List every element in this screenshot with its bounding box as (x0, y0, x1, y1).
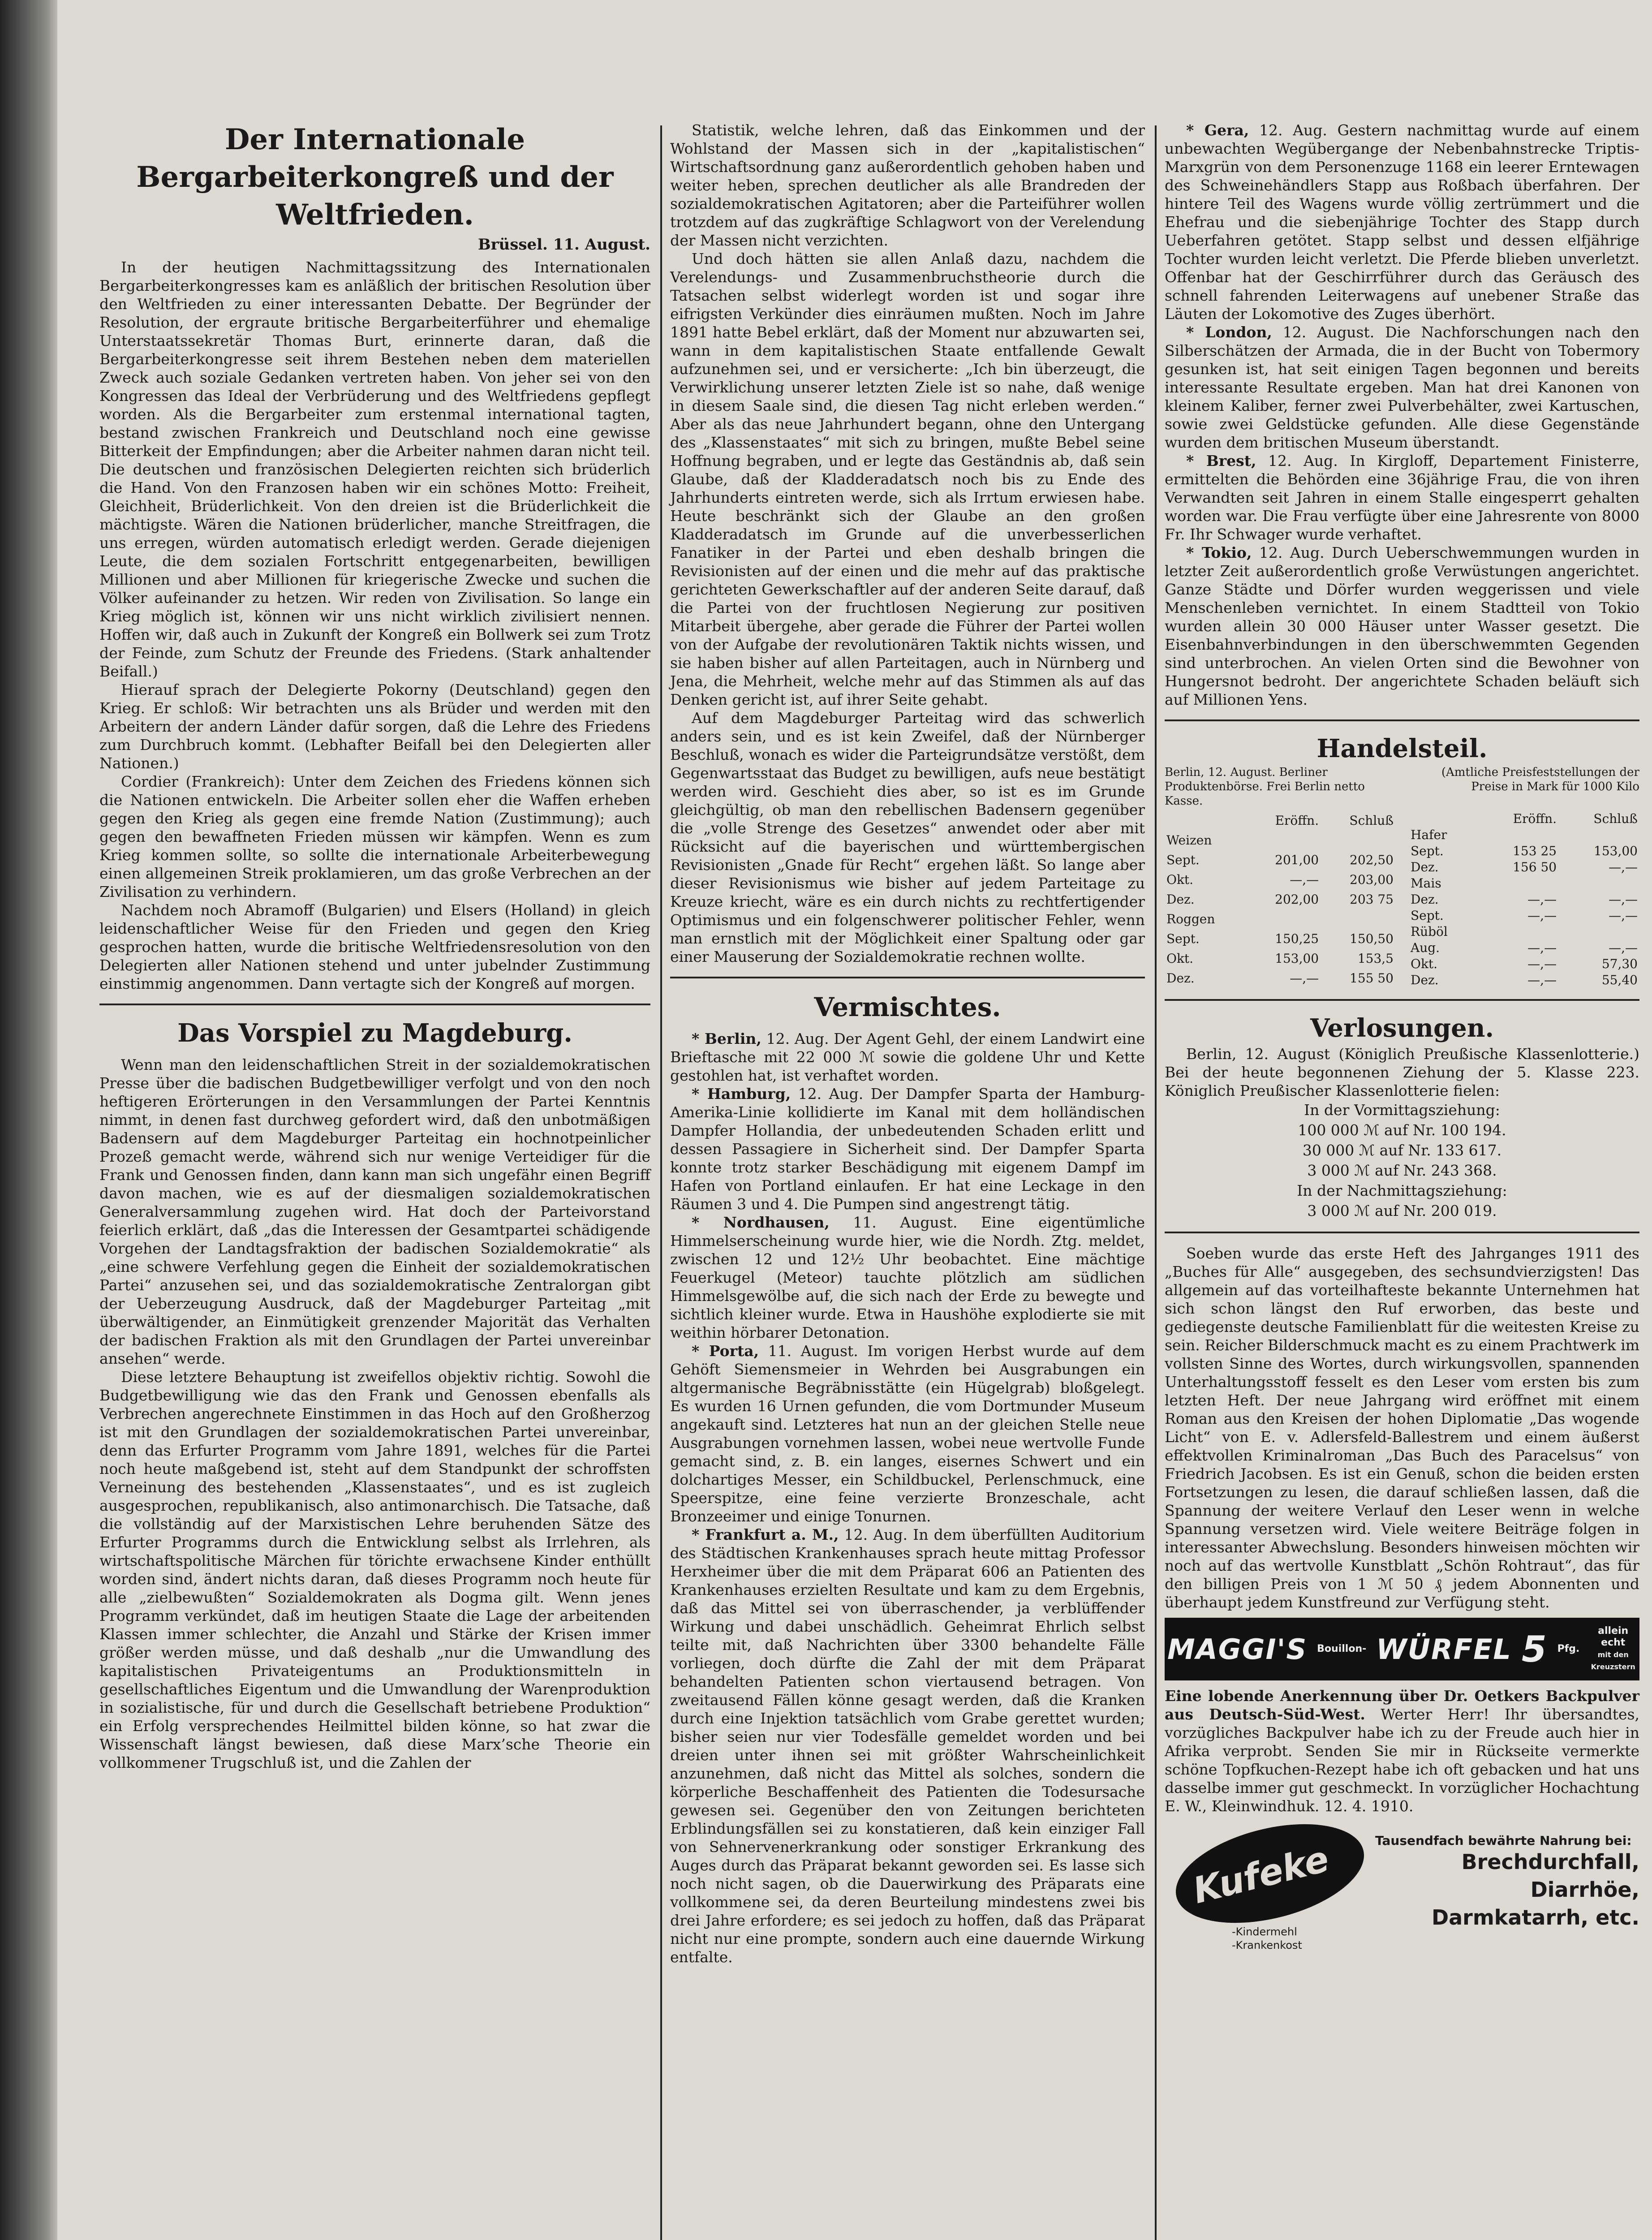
market-row (1409, 972, 1639, 988)
section-divider (1165, 1232, 1639, 1233)
market-cell-open: 153,00 (1275, 951, 1319, 966)
kufeke-line-2: Diarrhöe, (1530, 1878, 1639, 1902)
news-item-text: 12. Aug. Der Dampfer Sparta der Hamburg-Amerika-Linie kollidierte im Kanal mit dem holländischen Dampfer Hollandia, der unbedeutenden Schaden erlitt und dessen Passagiere in Sicherheit sind. Der Dampfer Sparta konnte trotz starker Beschädigung mit eigenem Dampf im Hafen von Portland einlaufen. Er hat eine Leckage in den Räumen 3 und 4. Die Pumpen sind angestrengt tätig. (670, 1085, 1145, 1213)
market-intro-right: (Amtliche Preisfeststellungen der Preise in Mark für 1000 Kilo (1441, 766, 1639, 793)
market-cell-name: Roggen (1166, 912, 1215, 926)
market-cell-name: Sept. (1166, 853, 1200, 867)
market-cell-open (1478, 924, 1558, 940)
news-item (1165, 323, 1639, 452)
market-cell-close: 153,00 (1594, 844, 1638, 858)
news-item-place: * Porta, (692, 1342, 759, 1360)
news-item-place: * Frankfurt a. M., (692, 1526, 839, 1543)
article-magdeburg-continued (670, 121, 1145, 966)
market-cell-close (1558, 924, 1639, 940)
market-row (1165, 969, 1395, 988)
book-binding-edge (0, 0, 57, 2240)
lottery-intro: Berlin, 12. August (Königlich Preußische Klassenlotterie.) Bei der heute begonnenen Ziehung der 5. Klasse 223. Königlich Preußischer Klassenlotterie fielen: (1165, 1045, 1639, 1099)
oetker-testimonial (1165, 1687, 1639, 1815)
market-cell-name: Okt. (1166, 872, 1194, 887)
market-col-open: Eröffn. (1275, 813, 1319, 828)
kufeke-sub (1232, 1925, 1302, 1952)
market-cell-name: Sept. (1411, 908, 1444, 923)
paragraph: Diese letztere Behauptung ist zweifellos objektiv richtig. Sowohl die Budgetbewilligung wie das den Frank und Genossen ebenfalls als Verbrechen angerechnete Einstimmen in das Hoch auf den Großherzog ist mit den Grundlagen der sozialdemokratischen Partei unvereinbar, denn das Erfurter Programm vom Jahre 1891, welches für die Partei noch heute maßgebend ist, steht auf dem Standpunkt der schroffsten Verneinung des bestehenden „Klassenstaates“, und es ist zugleich ausgesprochen, republikanisch, also antimonarchisch. Die Tatsache, daß die vollständig auf der Marxistischen Lehre beruhenden Sätze des Erfurter Programms durch die Entwicklung selbst als Irrlehren, als wirtschaftspolitische Märchen für törichte erwachsene Kinder enthüllt worden sind, ändert nichts daran, daß dieses Programm noch heute für alle „zielbewußten“ Sozialdemokraten als Dogma gilt. Wenn jenes Programm verkündet, daß im heutigen Staate die Lage der arbeitenden Klassen immer schlechter, die Anzahl und Stärke der Krisen immer größer werden müsse, und daß deshalb „nur die Umwandlung des kapitalistischen Privateigentums an Produktionsmitteln in gesellschaftliches Eigentum und die Umwandlung der Warenproduktion in sozialistische, für und durch die Gesellschaft betriebene Produktion“ ein Erfolg versprechendes Heilmittel bilden könne, so hat zwar die Wissenschaft längst bewiesen, daß diese Marx’sche Theorie ein vollkommener Trugschluß ist, und die Zahlen der (99, 1368, 650, 1771)
market-cell-open: —,— (1527, 892, 1557, 907)
maggi-claim-2: echt (1601, 1637, 1626, 1648)
kufeke-line-1: Brechdurchfall, (1461, 1850, 1639, 1874)
lottery-prize: 3 000 ℳ auf Nr. 243 368. (1307, 1162, 1497, 1179)
market-cell-close: 150,50 (1350, 931, 1394, 946)
news-item (670, 1213, 1145, 1342)
market-cell-open: 150,25 (1275, 931, 1319, 946)
market-row (1409, 924, 1639, 940)
lottery-morning-label: In der Vormittagsziehung: (1304, 1101, 1500, 1119)
market-row (1409, 940, 1639, 956)
headline-bergarbeiterkongress: Der Internationale Bergarbeiterkongreß und der Weltfrieden. (136, 123, 614, 232)
news-item (670, 1085, 1145, 1213)
market-intro (1165, 765, 1639, 808)
news-item-text: 11. August. Eine eigentümliche Himmelserscheinung wurde hier, wie die Nordh. Ztg. meldet, zwischen 12 und 12½ Uhr beobachtet. Eine mächtige Feuerkugel (Meteor) tauchte plötzlich am südlichen Himmelsgewölbe auf, die sich nach der Erde zu bewegte und sichtlich kleiner wurde. Etwa in Haushöhe explodierte sie mit weithin hörbarer Detonation. (670, 1214, 1145, 1341)
paragraph: Auf dem Magdeburger Parteitag wird das schwerlich anders sein, und es ist kein Zweifel, daß der Nürnberger Beschluß, wonach es wider die Parteigrundsätze verstößt, dem Gegenwartsstaat das Budget zu bewilligen, aufs neue bestätigt werden wird. Geschieht dies aber, so ist es im Grunde gleichgültig, ob man den rebellischen Badensern gegenüber die „volle Strenge des Gesetzes“ anwendet oder aber mit Rücksicht auf die bayerischen und württembergischen Revisionisten „Gnade für Recht“ ergehen läßt. So lange aber dieser Revisionismus wie bisher auf jedem Parteitage zu Kreuze kriecht, wäre es ein durch nichts zu rechtfertigender Optimismus und ein folgenschwerer politischer Fehler, wenn man ernstlich mit der Möglichkeit einer Spaltung oder gar einer Mauserung der Sozialdemokratie rechnen wollte. (670, 709, 1145, 965)
market-cell-open (1246, 831, 1321, 850)
lottery-afternoon-label: In der Nachmittagsziehung: (1297, 1182, 1507, 1199)
maggi-unit: Pfg. (1557, 1643, 1580, 1654)
market-cell-close: 153,5 (1357, 951, 1394, 966)
maggi-claim (1589, 1625, 1637, 1673)
section-divider (1165, 999, 1639, 1001)
maggi-word: WÜRFEL (1376, 1633, 1512, 1666)
market-col-close: Schluß (1349, 813, 1394, 828)
market-cell-close: 155 50 (1350, 971, 1394, 986)
kufeke-sub-2: -Krankenkost (1232, 1939, 1302, 1951)
paragraph: Nachdem noch Abramoff (Bulgarien) und Elsers (Holland) in gleich leidenschaftlicher Weise für den Frieden und gegen den Krieg gesprochen hatten, wurde die britische Weltfriedensresolution von den Delegierten aller Nationen stehend und unter jubelnder Zustimmung einstimmig angenommen. Dann vertagte sich der Kongreß auf morgen. (99, 901, 650, 992)
news-item-text: 12. Aug. In Kirgloff, Departement Finisterre, ermittelten die Behörden eine 36jährige Frau, die von ihren Verwandten seit Jahren in einem Stalle eingesperrt gehalten worden war. Die Frau verfügte über eine Jahresrente von 8000 Fr. Ihr Schwager wurde verhaftet. (1165, 452, 1639, 543)
market-row (1409, 908, 1639, 924)
article-divider (99, 1004, 650, 1005)
news-item-place: * Nordhausen, (692, 1214, 830, 1231)
maggi-price: 5 (1521, 1628, 1548, 1670)
vermischtes-list (670, 1030, 1145, 1966)
market-cell-name: Dez. (1166, 971, 1195, 986)
market-cell-open: —,— (1527, 973, 1557, 987)
article-bergarbeiter-body (99, 258, 650, 993)
market-cell-name: Dez. (1411, 973, 1439, 987)
news-item (1165, 543, 1639, 709)
paragraph: In der heutigen Nachmittagssitzung des Internationalen Bergarbeiterkongresses kam es anläßlich der britischen Resolution über den Weltfrieden zu einer interessanten Debatte. Der Begründer der Resolution, der ergraute britische Bergarbeiterführer und ehemalige Unterstaatssekretär Thomas Burt, erinnerte daran, daß die Bergarbeiterkongresse seit ihrem Bestehen neben dem materiellen Zweck auch soziale Gedanken vertreten haben. Von jeher sei von den Kongressen das Ideal der Verbrüderung und des Weltfriedens gepflegt worden. Als die Bergarbeiter zum erstenmal international tagten, bestand zwischen Frankreich und Deutschland noch eine gewisse Bitterkeit der Empfindungen; aber die Arbeiter nahmen daran nicht teil. Die deutschen und französischen Delegierten reichten sich brüderlich die Hand. Von den Franzosen haben wir ein schönes Motto: Freiheit, Gleichheit, Brüderlichkeit. Von den dreien ist die Brüderlichkeit die mächtigste. Wären die Nationen brüderlicher, manche Streitfragen, die uns erregen, würden automatisch erledigt werden. Gerade diejenigen Leute, die dem sozialen Fortschritt entgegenarbeiten, bewilligen Millionen und aber Millionen für kriegerische Zwecke und suchen die Völker aufeinander zu hetzen. Wir reden von Zivilisation. So lange ein Krieg möglich ist, können wir uns nicht wirklich zivilisiert nennen. Hoffen wir, daß auch in Zukunft der Kongreß ein Bollwerk sei zum Trotz der Feinde, zum Schutz der Freunde des Friedens. (Stark anhaltender Beifall.) (99, 258, 650, 680)
paragraph: Hierauf sprach der Delegierte Pokorny (Deutschland) gegen den Krieg. Er schloß: Wir betrachten uns als Brüder und werden mit den Arbeitern der andern Länder dafür sorgen, daß die Lehre des Friedens zum Durchbruch kommt. (Lebhafter Beifall bei den Delegierten aller Nationen.) (99, 681, 650, 772)
headline-vorspiel-magdeburg: Das Vorspiel zu Magdeburg. (177, 1018, 572, 1048)
lottery-prize: 3 000 ℳ auf Nr. 200 019. (1307, 1202, 1497, 1219)
market-cell-close (1321, 831, 1395, 850)
news-items-list (1165, 121, 1639, 709)
kufeke-line-3: Darmkatarrh, etc. (1431, 1905, 1639, 1930)
market-row (1409, 956, 1639, 972)
news-item-text: 12. Aug. In dem überfüllten Auditorium des Städtischen Krankenhauses sprach heute mittag Professor Herxheimer über die mit dem Präparat 606 an Patienten des Krankenhauses erzielten Resultate und kam zu dem Ergebnis, daß das Mittel sei von überraschender, ja verblüffender Wirkung und dabei unschädlich. Geheimrat Ehrlich selbst teilte mit, daß Nachrichten über 3300 behandelte Fälle vorliegen, doch dürfte die Zahl der mit dem Präparat behandelten Patienten schon viertausend betragen. Von zweitausend Fällen könne gesagt werden, daß die Kranken durch eine Injektion tatsächlich vom Grabe gerettet wurden; bisher seien nur vier Todesfälle gemeldet worden und bei dreien unter ihnen sei mit größter Wahrscheinlichkeit anzunehmen, daß nicht das Mittel als solches, sondern die körperliche Beschaffenheit des Patienten die Todesursache gewesen sei. Gegenüber den von Zeitungen berichteten Erblindungsfällen sei zu konstatieren, daß kein einziger Fall von Sehnervenerkrankung oder sonstiger Erkrankung des Auges durch das Präparat bekannt geworden sei. Es lasse sich noch nicht sagen, ob die Dauerwirkung des Präparats eine vollkommene sei, da deren Beurteilung mindestens zwei bis drei Jahre erfordere; es sei jedoch zu hoffen, daß das Präparat nicht nur eine prompte, sondern auch eine dauernde Wirkung entfalte. (670, 1526, 1145, 1966)
column-3 (1165, 121, 1639, 1959)
market-cell-open: —,— (1527, 908, 1557, 923)
market-cell-open: 202,00 (1275, 892, 1319, 907)
maggi-brand: MAGGI'S (1167, 1633, 1308, 1666)
market-cell-close: 57,30 (1601, 956, 1638, 971)
market-row (1409, 875, 1639, 892)
market-col-name (1165, 811, 1246, 831)
market-cell-close: —,— (1609, 908, 1638, 923)
market-cell-close (1558, 827, 1639, 843)
market-cell-close: 202,50 (1350, 853, 1394, 867)
market-cell-close (1321, 909, 1395, 929)
market-cell-open: —,— (1290, 872, 1319, 887)
news-item-text: 12. Aug. Der Agent Gehl, der einem Landwirt eine Brieftasche mit 22 000 ℳ sowie die goldene Uhr und Kette gestohlen hat, ist verhaftet worden. (670, 1030, 1145, 1084)
market-intro-left: Berlin, 12. August. Berliner Produktenbörse. Frei Berlin netto Kasse. (1165, 766, 1365, 808)
news-item (1165, 452, 1639, 543)
market-cell-name: Hafer (1411, 827, 1447, 842)
dateline-bruessel: Brüssel. 11. August. (478, 236, 650, 254)
newspaper-page (57, 0, 1652, 2240)
market-row (1409, 859, 1639, 875)
maggi-sub: Bouillon- (1317, 1643, 1367, 1654)
market-cell-open: 153 25 (1513, 844, 1557, 858)
article-divider (670, 977, 1145, 978)
column-rule-2 (1155, 125, 1157, 2240)
lottery-morning-list (1165, 1120, 1639, 1180)
notice-buch-fuer-alle: Soeben wurde das erste Heft des Jahrganges 1911 des „Buches für Alle“ ausgegeben, des sechsundvierzigsten! Das allgemein auf das vorteilhafteste bekannte Unternehmen hat sich schon längst den Ruf erworben, das beste und gediegenste deutsche Familienblatt für die weitesten Kreise zu sein. Reicher Bilderschmuck macht es zu einem Prachtwerk im vollsten Sinne des Wortes, durch wirkungsvollen, spannenden Unterhaltungsstoff fesselt es den Leser vom ersten bis zum letzten Heft. Der neue Jahrgang wird eröffnet mit einem Roman aus den Kreisen der hohen Diplomatie „Das wogende Licht“ von E. v. Adlersfeld-Ballestrem und einem äußerst effektvollen Kriminalroman „Das Buch des Paracelsus“ von Friedrich Jacobsen. Es ist ein Genuß, schon die beiden ersten Fortsetzungen zu lesen, die darauf schließen lassen, daß die Spannung der weitere Verlauf den Leser wenn in welche Spannung versetzen wird. Viele weitere Beiträge folgen in interessanter Abwechslung. Besonders hinweisen möchten wir noch auf das wertvolle Kunstblatt „Schön Rohtraut“, das für den billigen Preis von 1 ℳ 50 ₰ jedem Abonnenten und überhaupt jedem Kunstfreund zur Verfügung steht. (1165, 1245, 1639, 1611)
headline-handelsteil: Handelsteil. (1316, 734, 1488, 763)
headline-vermischtes: Vermischtes. (814, 992, 1001, 1022)
column-1 (99, 121, 650, 1772)
market-row (1409, 843, 1639, 859)
kufeke-advertisement (1165, 1820, 1639, 1959)
article-magdeburg-body (99, 1055, 650, 1772)
news-item (670, 1030, 1145, 1085)
market-cell-name: Sept. (1411, 844, 1444, 858)
market-cell-name: Aug. (1411, 940, 1440, 955)
news-item-text: 11. August. Im vorigen Herbst wurde auf dem Gehöft Siemensmeier in Wehrden bei Ausgrabungen ein altgermanische Begräbnisstätte (ein Hügelgrab) bloßgelegt. Es wurden 16 Urnen gefunden, die vom Dortmunder Museum angekauft sind. Letzteres hat nun an der gleichen Stelle neue Ausgrabungen vornehmen lassen, wobei neue wertvolle Funde gemacht sind, z. B. ein langes, eisernes Schwert und ein dolchartiges Messer, ein Schildbuckel, Perlenschmuck, eine Speerspitze, eine feine verzierte Bronzeschale, acht Bronzeeimer und einige Tonurnen. (670, 1342, 1145, 1525)
section-divider (1165, 719, 1639, 721)
market-cell-close: 55,40 (1601, 973, 1638, 987)
oetker-testimonial-head: Eine lobende Anerkennung über Dr. Oetkers Backpulver aus Deutsch-Süd-West. (1165, 1687, 1639, 1723)
market-cell-open (1478, 875, 1558, 892)
market-table-right (1409, 811, 1639, 988)
market-row (1165, 850, 1395, 870)
market-cell-name: Weizen (1166, 833, 1212, 848)
market-header-row (1165, 811, 1395, 831)
news-item-text: 12. Aug. Gestern nachmittag wurde auf einem unbewachten Wegübergange der Nebenbahnstrecke Triptis-Marxgrün von dem Personenzuge 1168 ein leerer Erntewagen des Schweinehändlers Stapp aus Roßbach überfahren. Der hintere Teil des Wagens wurde völlig zertrümmert und die Ehefrau und die siebenjährige Tochter des Stapp durch Ueberfahren getötet. Stapp selbst und dessen elfjährige Tochter wurden leicht verletzt. Die Pferde blieben unverletzt. Offenbar hat der Geschirrführer durch das Geräusch des schnell fahrenden Leiterwagens auf unebener Straße das Läuten der Lokomotive des Zuges überhört. (1165, 121, 1639, 323)
news-item-text: 12. Aug. Durch Ueberschwemmungen wurden in letzter Zeit außerordentlich große Verwüstungen angerichtet. Ganze Städte und Dörfer wurden weggerissen und viele Menschenleben vernichtet. In einem Stadtteil von Tokio wurden allein 30 000 Häuser unter Wasser gesetzt. Die Eisenbahnverbindungen in den überschwemmten Gegenden sind unterbrochen. An vielen Orten sind die Bewohner von Hungersnot bedroht. Der angerichtete Schaden beläuft sich auf Millionen Yens. (1165, 544, 1639, 708)
market-cell-name: Dez. (1411, 860, 1439, 874)
news-item (670, 1342, 1145, 1525)
news-item-place: * Brest, (1186, 452, 1256, 470)
news-item-place: * Hamburg, (692, 1085, 791, 1103)
market-cell-open: —,— (1290, 971, 1319, 986)
market-cell-name: Rüböl (1411, 924, 1448, 939)
news-item (1165, 121, 1639, 323)
market-table-left (1165, 811, 1395, 988)
paragraph: Statistik, welche lehren, daß das Einkommen und der Wohlstand der Massen sich in der „kapitalistischen“ Wirtschaftsordnung ganz außerordentlich gehoben haben und weiter heben, sprechen deutlicher als alle Brandreden der sozialdemokratischen Agitatoren; aber die Parteiführer wollen trotzdem auf das zugkräftige Schlagwort von der Verelendung der Massen nicht verzichten. (670, 121, 1145, 249)
market-cell-close (1558, 875, 1639, 892)
kufeke-sub-1: -Kindermehl (1232, 1926, 1297, 1938)
market-row (1165, 831, 1395, 850)
market-col-close: Schluß (1593, 811, 1638, 826)
oetker-testimonial-text: Werter Herr! Ihr übersandtes, vorzügliches Backpulver habe ich zu der Freude auch hier in Afrika verprobt. Senden Sie mir in Rückseite vermerkte schöne Topfkuchen-Rezept habe ich oft gebacken und hat uns dasselbe immer gut geschmeckt. In vorzüglicher Hochachtung E. W., Kleinwindhuk. 12. 4. 1910. (1165, 1706, 1639, 1815)
kufeke-tagline: Tausendfach bewährte Nahrung bei: (1375, 1833, 1632, 1848)
kufeke-brand: Kufeke (1189, 1838, 1333, 1912)
paragraph: Cordier (Frankreich): Unter dem Zeichen des Friedens können sich die Nationen entwickeln. Die Arbeiter sollen eher die Waffen erheben gegen den Krieg als gegen eine fremde Nation (Zustimmung); auch gegen den bewaffneten Frieden müssen wir kämpfen. Wenn es zum Krieg kommen sollte, so sollte die internationale Arbeiterbewegung einen allgemeinen Streik proklamieren, um das große Verbrechen an der Zivilisation zu verhindern. (99, 773, 650, 900)
maggi-claim-1: allein (1598, 1625, 1629, 1637)
market-row (1409, 892, 1639, 908)
market-row (1165, 890, 1395, 909)
news-item-place: * London, (1186, 323, 1272, 341)
news-item-place: * Berlin, (692, 1030, 761, 1047)
market-row (1409, 827, 1639, 843)
headline-verlosungen: Verlosungen. (1310, 1013, 1494, 1043)
news-item-place: * Gera, (1186, 121, 1249, 139)
market-cell-open (1478, 827, 1558, 843)
news-item-text: 12. August. Die Nachforschungen nach den Silberschätzen der Armada, die in der Bucht von Tobermory gesunken ist, hat seit einigen Tagen begonnen und bereits interessante Resultate ergeben. Man hat drei Kanonen von kleinem Kaliber, ferner zwei Pulverbehälter, zwei Kartuschen, sowie zwei Geldstücke gefunden. Alle diese Gegenstände wurden dem britischen Museum überstandt. (1165, 323, 1639, 451)
market-cell-name: Dez. (1166, 892, 1195, 907)
kufeke-logo (1165, 1820, 1375, 1959)
market-header-row (1409, 811, 1639, 827)
market-cell-close: —,— (1609, 860, 1638, 874)
lottery-prize: 100 000 ℳ auf Nr. 100 194. (1298, 1121, 1506, 1139)
market-row (1165, 929, 1395, 949)
maggi-claim-3: mit den Kreuzstern (1591, 1650, 1635, 1671)
maggi-advertisement (1165, 1618, 1639, 1680)
market-cell-close: 203 75 (1350, 892, 1394, 907)
market-cell-open (1246, 909, 1321, 929)
market-cell-name: Okt. (1411, 956, 1438, 971)
market-cell-open: —,— (1527, 940, 1557, 955)
market-cell-name: Okt. (1166, 951, 1194, 966)
lottery-prize: 30 000 ℳ auf Nr. 133 617. (1302, 1142, 1502, 1159)
column-2 (670, 121, 1145, 1966)
lottery-afternoon-list (1165, 1201, 1639, 1221)
news-item (670, 1525, 1145, 1966)
market-row (1165, 949, 1395, 969)
column-rule-1 (660, 125, 662, 2240)
market-cell-open: 156 50 (1513, 860, 1557, 874)
news-item-place: * Tokio, (1186, 544, 1252, 561)
paragraph: Wenn man den leidenschaftlichen Streit in der sozialdemokratischen Presse über die badischen Budgetbewilliger verfolgt und von den noch heftigeren Erörterungen in den Versammlungen der Partei Kenntnis nimmt, in denen fast durchweg gefordert wird, daß den unbotmäßigen Badensern auf dem Magdeburger Parteitag ein hochnotpeinlicher Prozeß gemacht werde, während sich nur wenige Verteidiger für die Frank und Genossen finden, dann kann man sich ungefähr einen Begriff davon machen, wie es auf der diesmaligen sozialdemokratischen Generalversammlung zugehen wird. Hat doch der Parteivorstand feierlich erklärt, daß „das die Interessen der Gesamtpartei schädigende Vorgehen der Landtagsfraktion der badischen Sozialdemokratie“ als „eine schwere Verfehlung gegen die Einheit der sozialdemokratischen Partei“ anzusehen sei, und das sozialdemokratische Zentralorgan gibt der Ueberzeugung Ausdruck, daß der Magdeburger Parteitag „mit überwältigender, an Einmütigkeit grenzender Majorität das Verhalten der badischen Fraktion als mit den Grundlagen der Partei unvereinbar ansehen“ werde. (99, 1056, 650, 1367)
market-col-open: Eröffn. (1513, 811, 1557, 826)
market-tables (1165, 811, 1639, 988)
market-cell-close: —,— (1609, 892, 1638, 907)
kufeke-claims (1375, 1820, 1639, 1959)
market-cell-close: 203,00 (1350, 872, 1394, 887)
market-cell-name: Dez. (1411, 892, 1439, 907)
market-col-name (1409, 811, 1478, 827)
paragraph: Und doch hätten sie allen Anlaß dazu, nachdem die Verelendungs- und Zusammenbruchstheorie durch die Tatsachen selbst widerlegt worden ist und sogar ihre eifrigsten Verkünder dies einräumen mußten. Noch im Jahre 1891 hatte Bebel erklärt, daß der Moment nur abzuwarten sei, wann in dem kapitalistischen Staate entfallende Gewalt aufzunehmen sei, und er versicherte: „Ich bin überzeugt, die Verwirklichung unserer letzten Ziele ist so nahe, daß wenige in diesem Saale sind, die diesen Tag nicht erleben werden.“ Aber als das neue Jahrhundert begann, ohne den Untergang des „Klassenstaates“ mit sich zu bringen, mußte Bebel seine Hoffnung begraben, und er legte das Geständnis ab, daß sein Glaube, daß der Kladderadatsch noch bis zu Ende des Jahrhunderts eintreten werde, sich als Irrtum erwiesen habe. Heute beschränkt sich der Glaube an den großen Kladderadatsch im Grunde auf die unverbesserlichen Fanatiker in der Partei und eben deshalb bringen die Revisionisten auf der einen und die mehr auf das praktische gerichteten Gewerkschaftler auf der anderen Seite darauf, daß die Partei von der fruchtlosen Negierung zur positiven Mitarbeit übergehe, aber gerade die Führer der Partei wollen von der Aufgabe der revolutionären Taktik nichts wissen, und sie haben bisher auf allen Parteitagen, auch in Nürnberg und Jena, die Mehrheit, welche mehr auf das Stimmen als auf das Denken gericht ist, auf ihrer Seite gehabt. (670, 250, 1145, 708)
market-row (1165, 909, 1395, 929)
market-cell-name: Sept. (1166, 931, 1200, 946)
market-cell-open: —,— (1527, 956, 1557, 971)
market-cell-close: —,— (1609, 940, 1638, 955)
market-row (1165, 870, 1395, 890)
market-cell-open: 201,00 (1275, 853, 1319, 867)
market-cell-name: Mais (1411, 876, 1441, 891)
